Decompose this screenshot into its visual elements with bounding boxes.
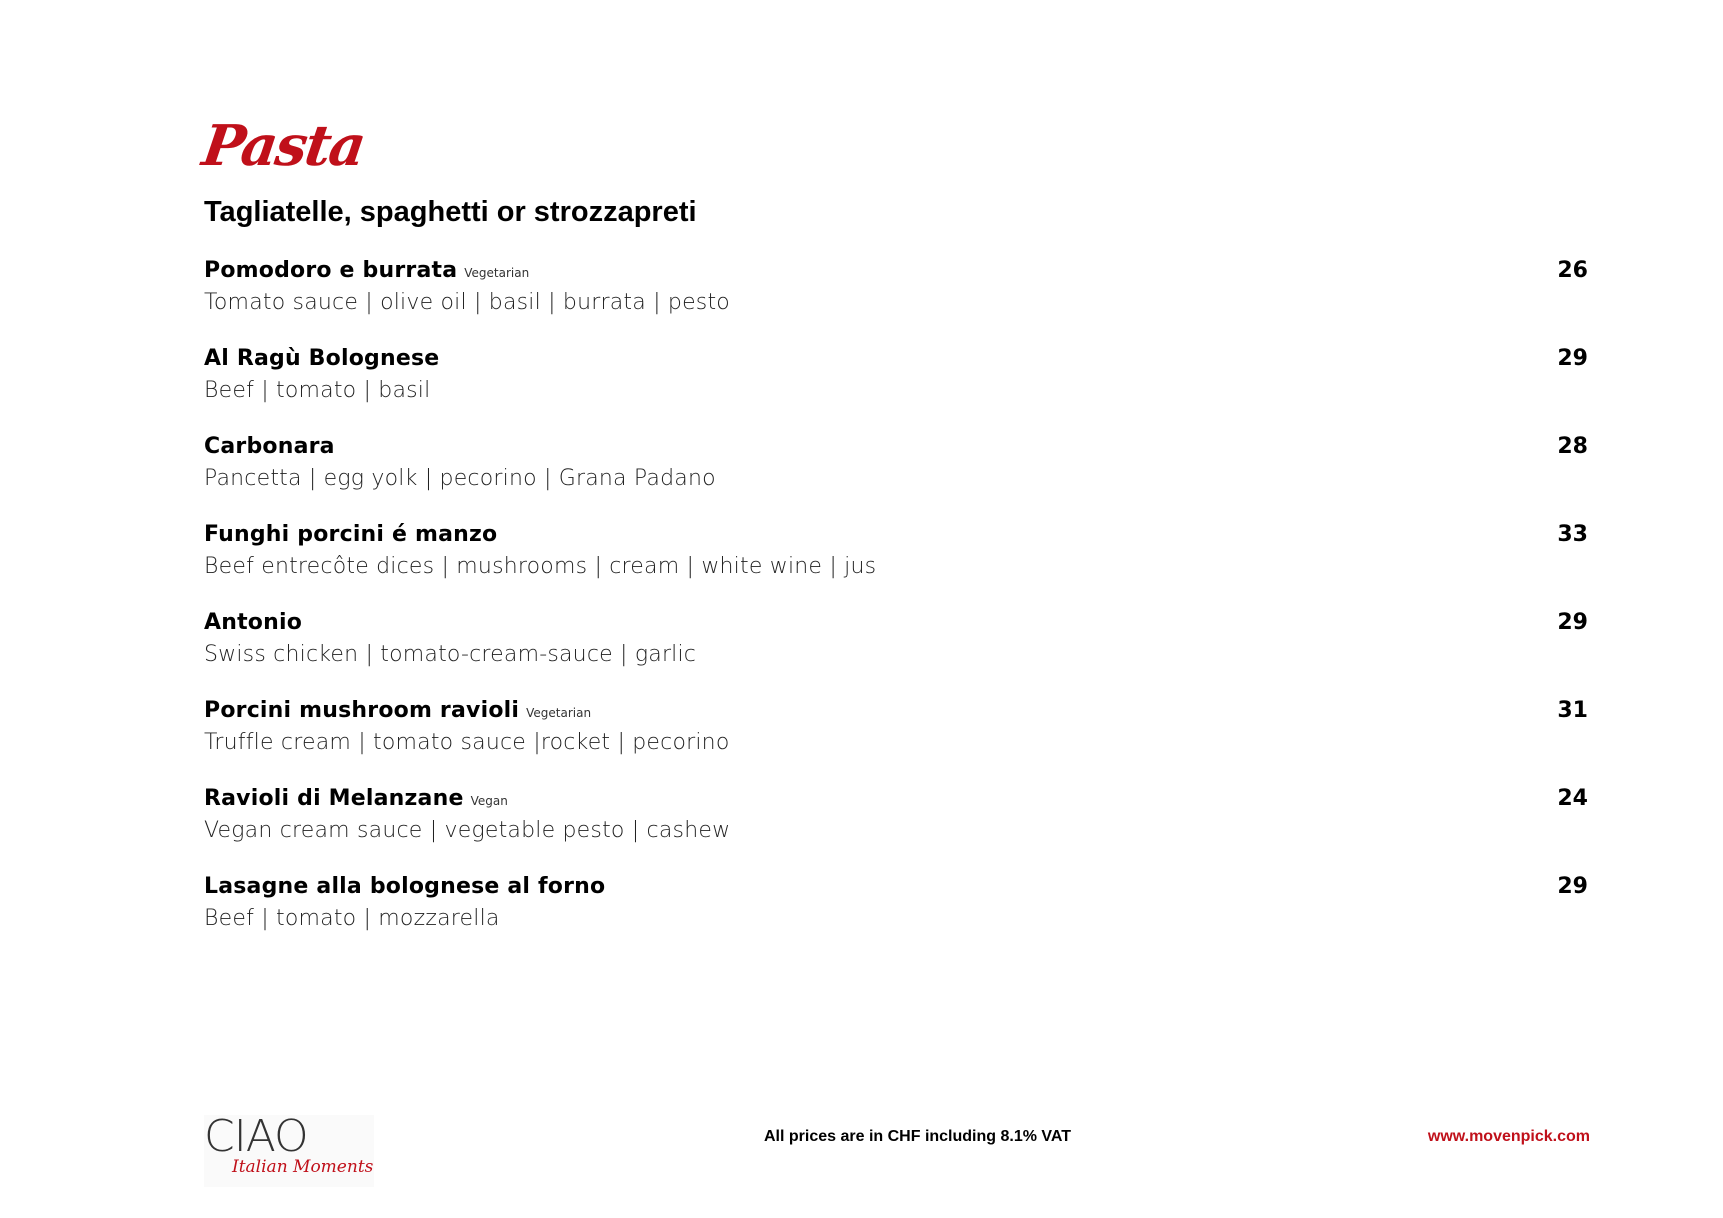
- item-name: Carbonara: [204, 434, 335, 459]
- menu-item: [204, 698, 1588, 786]
- item-name: Lasagne alla bolognese al forno: [204, 874, 606, 899]
- item-name: Porcini mushroom ravioli: [204, 698, 520, 723]
- menu-list: [204, 258, 1588, 962]
- footer-price-note: All prices are in CHF including 8.1% VAT: [764, 1128, 1072, 1145]
- footer-website-link[interactable]: www.movenpick.com: [1427, 1128, 1590, 1145]
- menu-item: [204, 786, 1588, 874]
- item-tag: Vegetarian: [464, 266, 530, 280]
- item-description: Beef | tomato | mozzarella: [204, 906, 500, 931]
- item-price: 28: [1557, 434, 1588, 459]
- item-price: 26: [1557, 258, 1588, 283]
- menu-item: [204, 258, 1588, 346]
- item-description: Vegan cream sauce | vegetable pesto | cashew: [204, 818, 731, 843]
- item-description: Swiss chicken | tomato-cream-sauce | garlic: [204, 642, 697, 667]
- menu-item: [204, 610, 1588, 698]
- item-name: Ravioli di Melanzane: [204, 786, 464, 811]
- item-name: Al Ragù Bolognese: [204, 346, 440, 371]
- item-description: Beef | tomato | basil: [204, 378, 431, 403]
- section-title: Pasta: [198, 113, 369, 179]
- item-description: Pancetta | egg yolk | pecorino | Grana Padano: [204, 466, 716, 491]
- item-description: Tomato sauce | olive oil | basil | burrata | pesto: [204, 290, 730, 315]
- item-tag: Vegan: [470, 794, 508, 808]
- item-description: Truffle cream | tomato sauce |rocket | pecorino: [204, 730, 730, 755]
- logo-script: Italian Moments: [232, 1157, 374, 1177]
- item-price: 29: [1557, 346, 1588, 371]
- ciao-logo: [204, 1111, 374, 1187]
- item-tag: Vegetarian: [526, 706, 592, 720]
- item-description: Beef entrecôte dices | mushrooms | cream | white wine | jus: [204, 554, 877, 579]
- section-subtitle: Tagliatelle, spaghetti or strozzapreti: [204, 196, 697, 228]
- item-name: Antonio: [204, 610, 303, 635]
- menu-item: [204, 522, 1588, 610]
- item-price: 24: [1557, 786, 1588, 811]
- menu-item: [204, 434, 1588, 522]
- menu-item: [204, 346, 1588, 434]
- item-price: 29: [1557, 874, 1588, 899]
- item-price: 33: [1557, 522, 1588, 547]
- menu-item: [204, 874, 1588, 962]
- item-name: Funghi porcini é manzo: [204, 522, 498, 547]
- item-name: Pomodoro e burrata: [204, 258, 458, 283]
- item-price: 31: [1557, 698, 1588, 723]
- logo-wordmark: CIAO: [204, 1111, 308, 1162]
- item-price: 29: [1557, 610, 1588, 635]
